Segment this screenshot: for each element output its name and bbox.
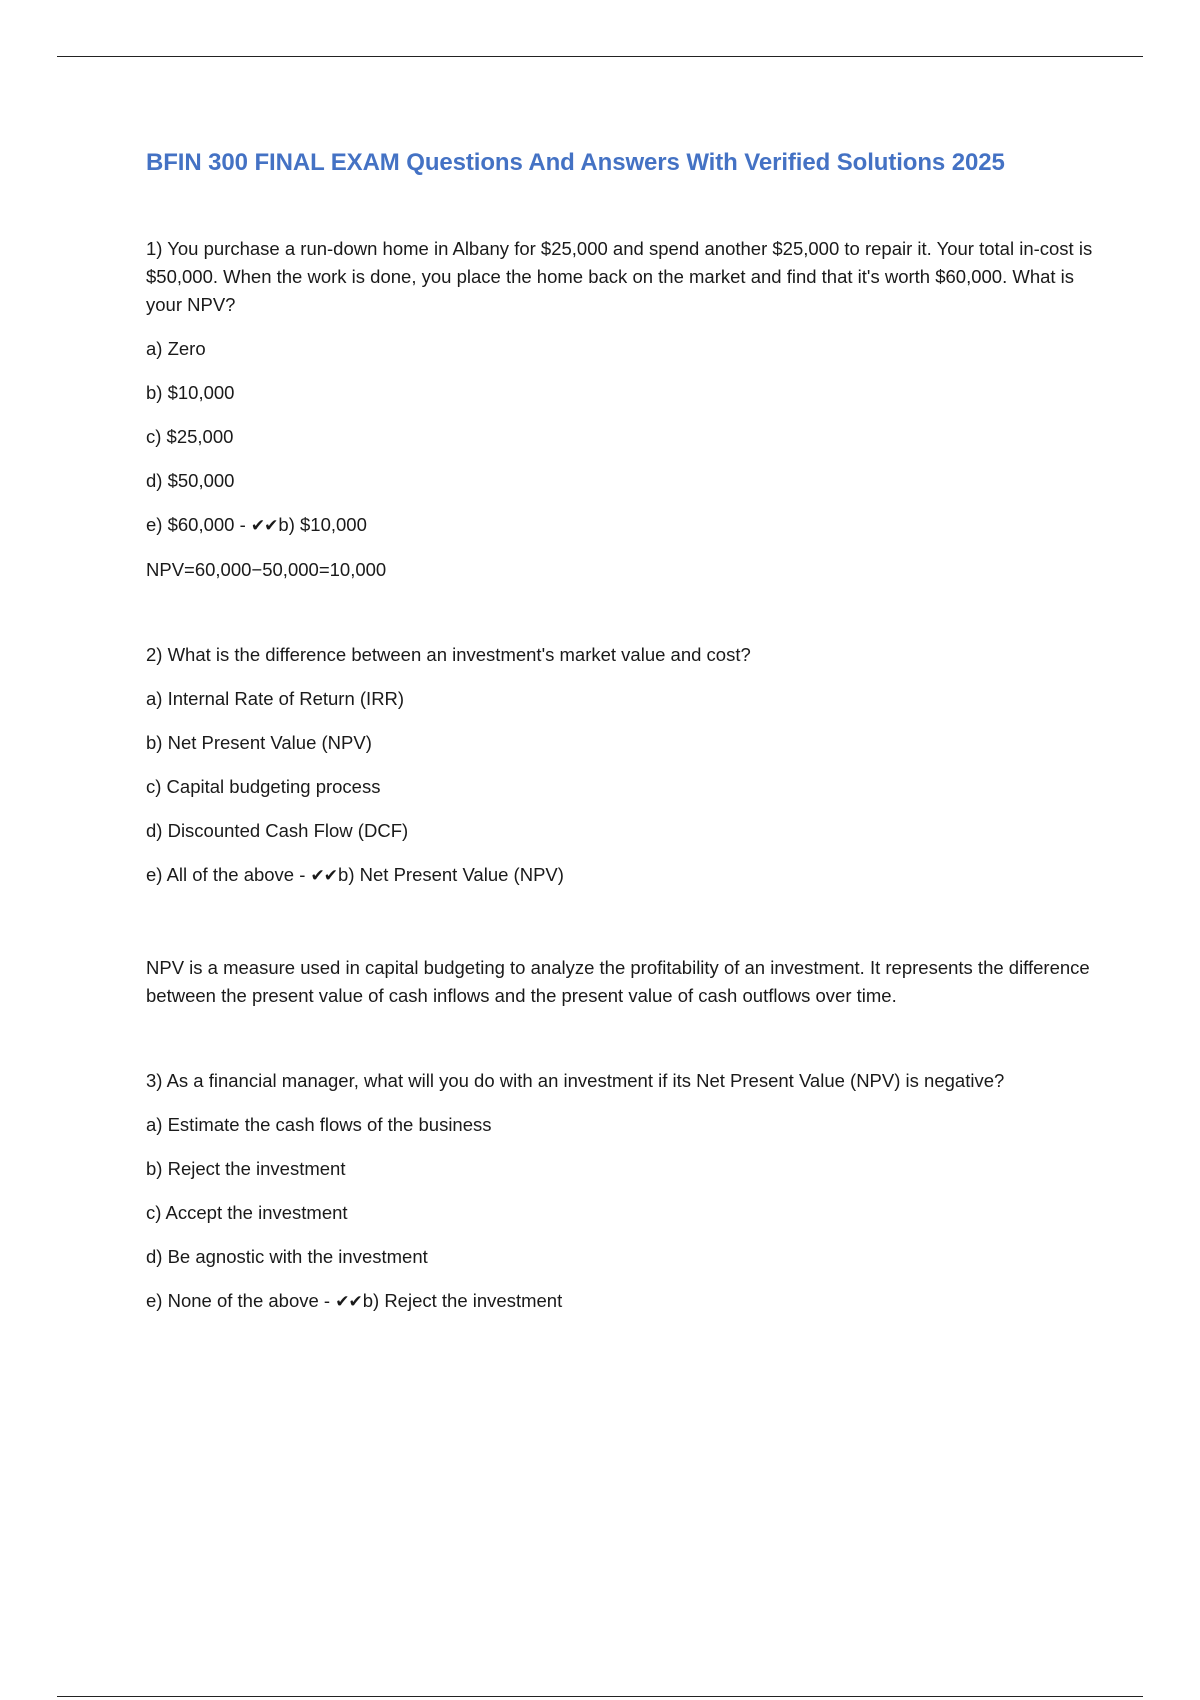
option-e-with-answer — [146, 1287, 1106, 1316]
option-e-with-answer — [146, 511, 1106, 540]
document-title: BFIN 300 FINAL EXAM Questions And Answers With Verified Solutions 2025 — [146, 149, 1005, 176]
option-b: b) Reject the investment — [146, 1158, 346, 1179]
double-check-icon: ✔✔ — [335, 1292, 362, 1312]
option-e: e) $60,000 - — [146, 514, 251, 535]
double-check-icon: ✔✔ — [310, 866, 338, 886]
option-b: b) $10,000 — [146, 382, 235, 403]
explanation: NPV=60,000−50,000=10,000 — [146, 559, 387, 580]
option-d: d) Discounted Cash Flow (DCF) — [146, 820, 409, 841]
top-rule — [57, 56, 1143, 57]
option-d: d) $50,000 — [146, 470, 235, 491]
question-3 — [146, 1067, 1106, 1316]
document-page — [146, 145, 1106, 1316]
question-1 — [146, 235, 1106, 584]
question-text: 3) As a financial manager, what will you do with an investment if its Net Present Value (NPV) is negative? — [146, 1070, 1005, 1091]
option-a: a) Zero — [146, 338, 206, 359]
double-check-icon: ✔✔ — [250, 516, 278, 536]
option-e-with-answer — [146, 861, 1106, 890]
option-d: d) Be agnostic with the investment — [146, 1246, 428, 1267]
option-e: e) None of the above - — [146, 1290, 336, 1311]
correct-answer: b) Reject the investment — [362, 1290, 563, 1311]
option-c: c) Accept the investment — [146, 1202, 348, 1223]
option-a: a) Estimate the cash flows of the business — [146, 1114, 492, 1135]
option-a: a) Internal Rate of Return (IRR) — [146, 688, 405, 709]
bottom-rule — [57, 1696, 1143, 1697]
question-2 — [146, 641, 1106, 1010]
option-c: c) $25,000 — [146, 426, 234, 447]
option-c: c) Capital budgeting process — [146, 776, 381, 797]
option-b: b) Net Present Value (NPV) — [146, 732, 372, 753]
question-text: 2) What is the difference between an investment's market value and cost? — [146, 644, 751, 665]
correct-answer: b) $10,000 — [278, 514, 367, 535]
question-text: 1) You purchase a run-down home in Albany for $25,000 and spend another $25,000 to repair it. Your total in-cost is $50,000. When the work is done, you place the home back on the market and find that it's worth $60,000. What is your NPV? — [146, 238, 1093, 315]
option-e: e) All of the above - — [146, 864, 311, 885]
correct-answer: b) Net Present Value (NPV) — [338, 864, 564, 885]
explanation: NPV is a measure used in capital budgeting to analyze the profitability of an investment. It represents the difference between the present value of cash inflows and the present value of cash outflows over time. — [146, 957, 1090, 1006]
